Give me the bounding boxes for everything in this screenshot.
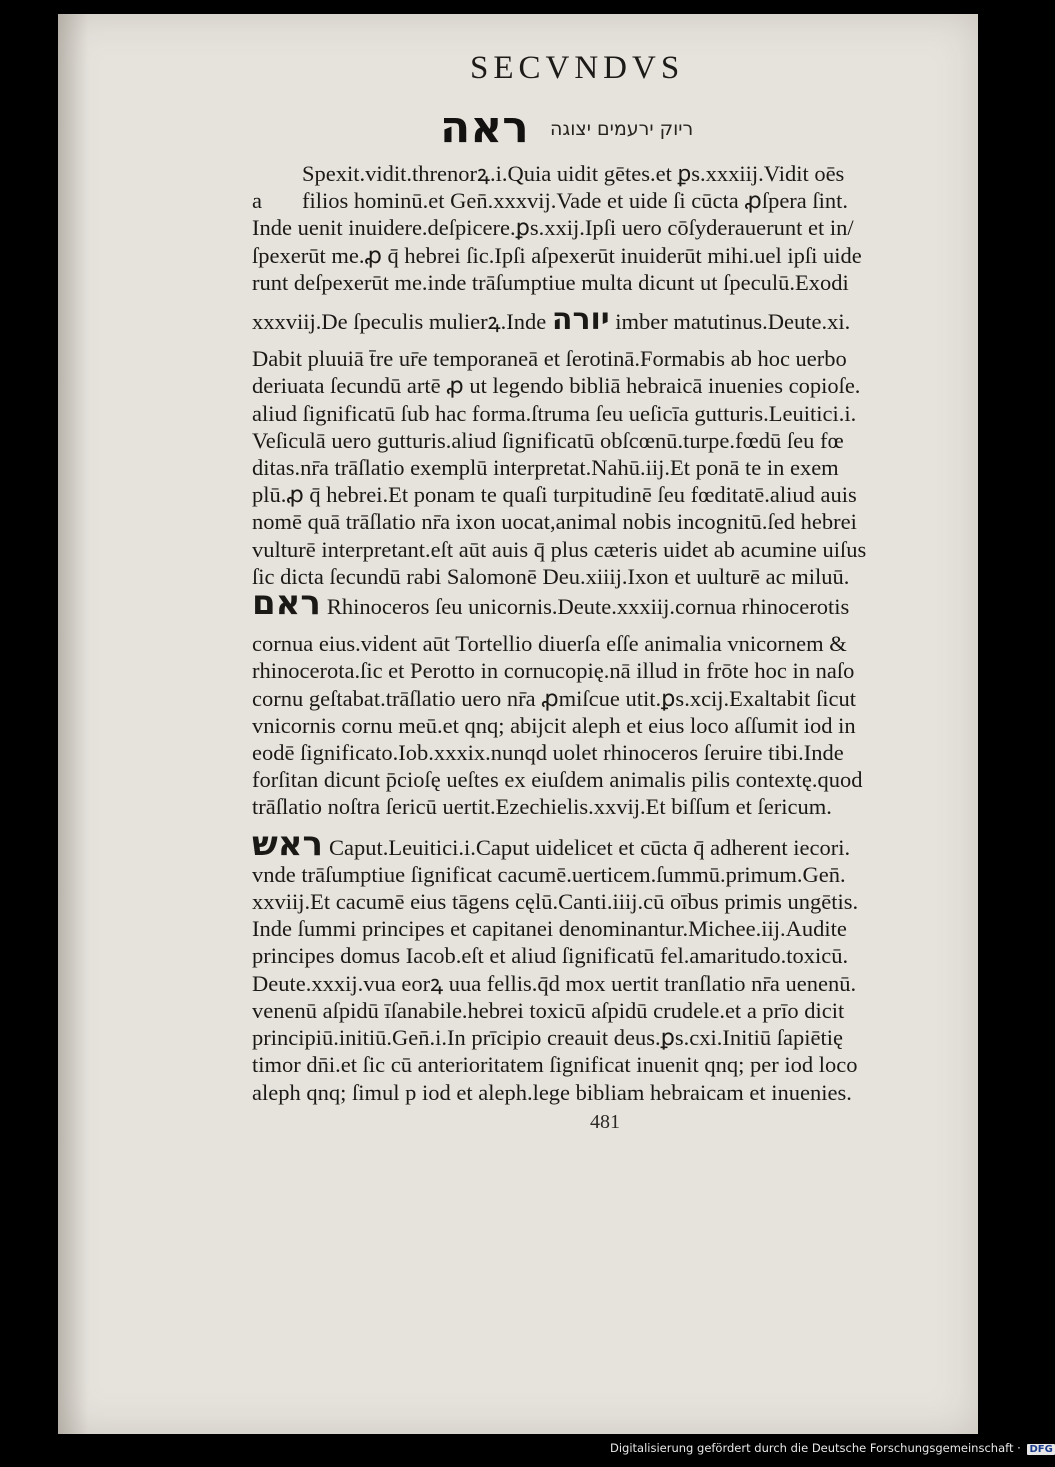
folio-number: 481	[590, 1111, 620, 1133]
hebrew-entry-gloss: ריוק ירעמים יצוגה	[550, 118, 694, 140]
text-line: vnicornis cornu meū.et qnq; abijcit aleph et eius loco aſſumit iod in	[252, 712, 856, 738]
text-line: Inde uenit inuidere.deſpicere.ꝑs.xxij.Ipſi uero cōſyderauerunt et in/	[252, 215, 854, 241]
text-line: Spexit.vidit.threnorꝝ.i.Quia uidit gētes.et ꝑs.xxxiij.Vidit oēs	[302, 161, 845, 186]
text-line: ſic dicta ſecundū rabi Salomonē Deu.xiiij.Ixon et uulturē ac miluū.	[252, 563, 850, 589]
text-line: vulturē interpretant.eſt aūt auis q̄ plus cæteris uidet ab acumine uiſus	[252, 536, 867, 562]
text-line: Dabit pluuiā t̄re ur̄e temporaneā et ſerotinā.Formabis ab hoc uerbo	[252, 346, 847, 372]
running-head: SECVNDVS	[470, 50, 685, 86]
text-line: ראם Rhinoceros ſeu unicornis.Deute.xxxiij.cornua rhinocerotis	[252, 583, 850, 624]
text-line: xxxviij.De ſpeculis mulierꝝ.Inde יורה imber matutinus.Deute.xi.	[252, 302, 851, 338]
hebrew-word-rosh: ראש	[252, 823, 324, 864]
text-line: aliud ſignificatū ſub hac forma.ſtruma ſeu ueſicīa gutturis.Leuitici.i.	[252, 400, 857, 426]
hebrew-word-reem: ראם	[252, 583, 321, 624]
text-line: runt deſpexerūt me.inde trāſumptiue multa dicunt ut ſpeculū.Exodi	[252, 269, 849, 295]
text-line: principiū.initiū.Gen̄.i.In prīcipio creauit deus.ꝑs.cxi.Initiū ſapiētię	[252, 1025, 844, 1051]
text-line: vnde trāſumptiue ſignificat cacumē.uerticem.ſummū.primum.Gen̄.	[252, 861, 846, 887]
text-line: ראש Caput.Leuitici.i.Caput uidelicet et cūcta q̄ adherent iecori.	[252, 823, 851, 864]
text-line: Inde ſummi principes et capitanei denominantur.Michee.iij.Audite	[252, 916, 847, 942]
footer-text: Digitalisierung gefördert durch die Deutsche Forschungsgemeinschaft ·	[610, 1441, 1021, 1455]
text-line: cornu geſtabat.trāſlatio uero nr̄a ꝓmiſcue utit.ꝑs.xcij.Exaltabit ſicut	[252, 685, 857, 711]
hebrew-word-yoreh: יורה	[551, 302, 610, 338]
text-line: a filios hominū.et Gen̄.xxxvij.Vade et uide ſi cūcta ꝓſpera ſint.	[252, 188, 849, 214]
digitization-footer	[610, 1441, 1055, 1455]
hebrew-entry-heading: ראה	[440, 102, 529, 153]
text-line: timor dn̄i.et ſic cū anterioritatem ſignificat inuenit qnq; per iod loco	[252, 1052, 858, 1078]
text-line: Veſiculā uero gutturis.aliud ſignificatū obſcœnū.turpe.fœdū ſeu fœ	[252, 427, 844, 453]
text-line: venenū aſpidū īſanabile.hebrei toxicū aſpidū crudele.et a prīo dicit	[252, 997, 845, 1023]
text-line: cornua eius.vident aūt Tortellio diuerſa eſſe animalia vnicornem &	[252, 631, 847, 657]
text-line: forſitan dicunt p̄cioſę ueſtes ex eiuſdem animalis pilis contextę.quod	[252, 767, 863, 793]
text-line: deriuata ſecundū artē ꝓ ut legendo bibliā hebraicā inuenies copioſe.	[252, 373, 861, 399]
dfg-logo-icon: DFG	[1029, 1444, 1053, 1455]
text-line: rhinocerota.ſic et Perotto in cornucopię.nā illud in frōte hoc in naſo	[252, 658, 855, 684]
gutter-shadow	[58, 14, 88, 1434]
text-line: aleph qnq; ſimul p iod et aleph.lege bibliam hebraicam et inuenies.	[252, 1079, 852, 1105]
text-line: Deute.xxxij.vua eorꝝ uua fellis.q̄d mox uertit tranſlatio nr̄a uenenū.	[252, 970, 857, 996]
text-line: plū.ꝓ q̄ hebrei.Et ponam te quaſi turpitudinē ſeu fœditatē.aliud auis	[252, 482, 857, 508]
text-line: principes domus Iacob.eſt et aliud ſignificatū fel.amaritudo.toxicū.	[252, 943, 849, 969]
text-line: eodē ſignificato.Iob.xxxix.nunqd uolet rhinoceros ſeruire tibi.Inde	[252, 740, 844, 766]
text-line: ditas.nr̄a trāſlatio exemplū interpretat.Nahū.iij.Et ponā te in exem	[252, 455, 839, 481]
text-line: ſpexerūt me.ꝓ q̄ hebrei ſic.Ipſi aſpexerūt inuiderūt mihi.uel ipſi uide	[252, 242, 862, 268]
body-text	[252, 160, 952, 1106]
text-line: trāſlatio noſtra ſericū uertit.Ezechielis.xxvij.Et biſſum et ſericum.	[252, 794, 832, 820]
margin-letter: a	[252, 188, 262, 214]
text-line: nomē quā trāſlatio nr̄a ixon uocat,animal nobis incognitū.ſed hebrei	[252, 509, 857, 535]
text-line: xxviij.Et cacumē eius tāgens cęlū.Canti.iiij.cū oībus primis ungētis.	[252, 889, 859, 915]
